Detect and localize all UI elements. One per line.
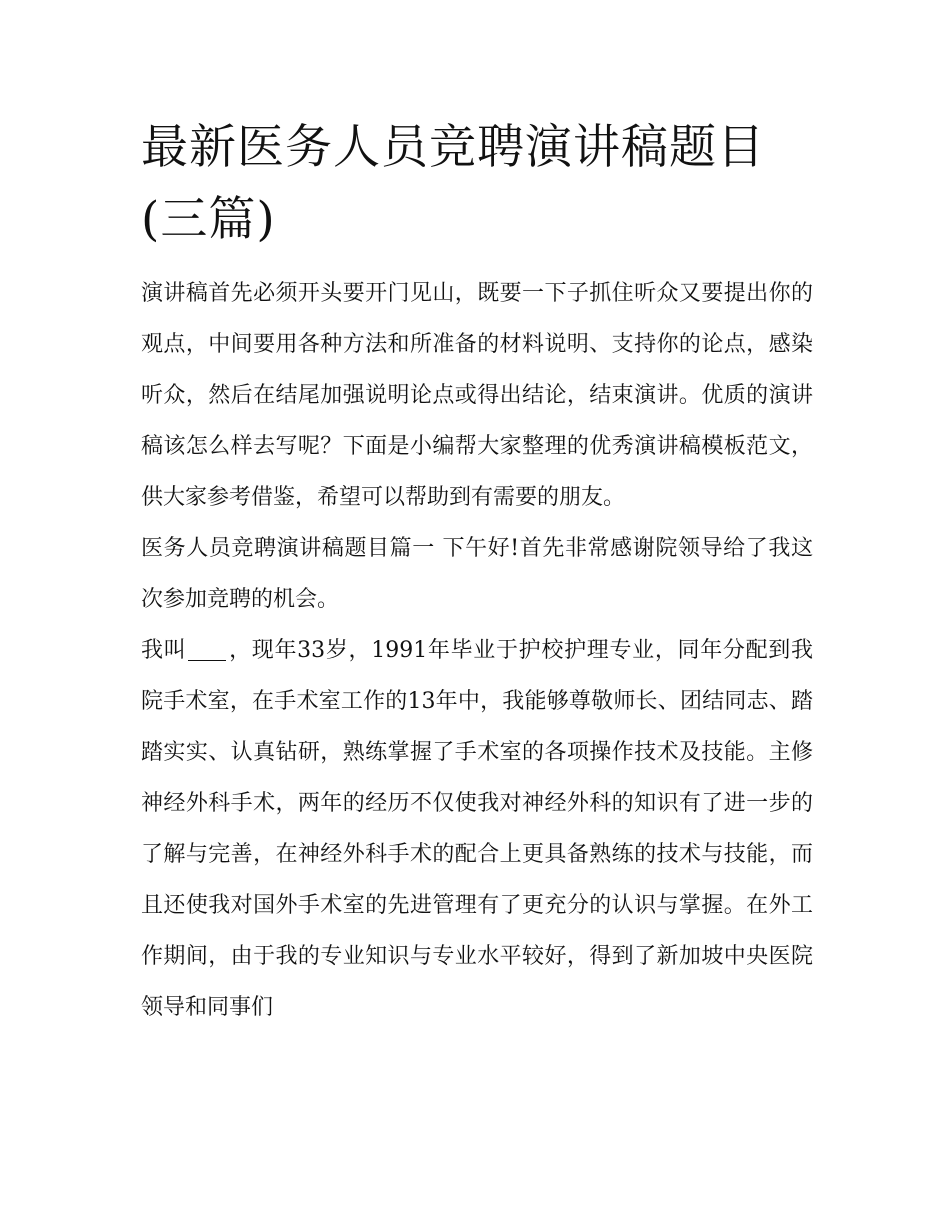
body-prefix: 我叫 [141, 638, 187, 663]
body-text: ，现年33岁，1991年毕业于护校护理专业，同年分配到我院手术室，在手术室工作的13年中，我能够尊敬师长、团结同志、踏踏实实、认真钻研，熟练掌握了手术室的各项操作技术及技能。主修神经外科手术，两年的经历不仅使我对神经外科的知识有了进一步的了解与完善，在神经外科手术的配合上更具备熟练的技术与技能，而且还使我对国外手术室的先进管理有了更充分的认识与掌握。在外工作期间，由于我的专业知识与专业水平较好，得到了新加坡中央医院领导和同事们 [141, 638, 813, 1020]
section-heading-paragraph: 医务人员竞聘演讲稿题目篇一 下午好!首先非常感谢院领导给了我这次参加竞聘的机会。 [141, 536, 813, 612]
name-blank-line [188, 638, 226, 661]
document-title: 最新医务人员竞聘演讲稿题目(三篇) [141, 120, 765, 247]
document-page [141, 112, 813, 1033]
intro-paragraph: 演讲稿首先必须开头要开门见山，既要一下子抓住听众又要提出你的观点，中间要用各种方法和所准备的材料说明、支持你的论点，感染听众，然后在结尾加强说明论点或得出结论，结束演讲。优质的演讲稿该怎么样去写呢？下面是小编帮大家整理的优秀演讲稿模板范文，供大家参考借鉴，希望可以帮助到有需要的朋友。 [141, 281, 813, 510]
body-paragraph [141, 625, 813, 1033]
